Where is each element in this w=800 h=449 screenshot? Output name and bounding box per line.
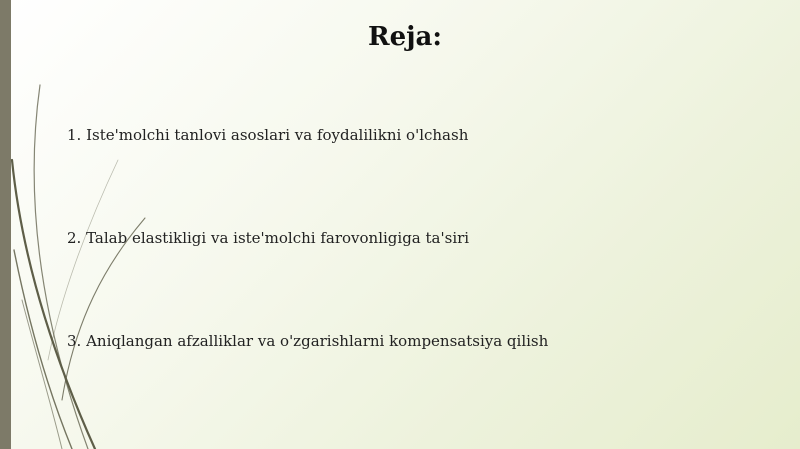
plan-item-2: 2. Talab elastikligi va iste'molchi farovonligiga ta'siri [67, 229, 470, 247]
plan-item-1: 1. Iste'molchi tanlovi asoslari va foydalilikni o'lchash [67, 126, 469, 144]
slide-title: Reja: [367, 22, 442, 52]
plan-item-3: 3. Aniqlangan afzalliklar va o'zgarishlarni kompensatsiya qilish [67, 332, 549, 350]
left-accent-bar [0, 0, 11, 449]
